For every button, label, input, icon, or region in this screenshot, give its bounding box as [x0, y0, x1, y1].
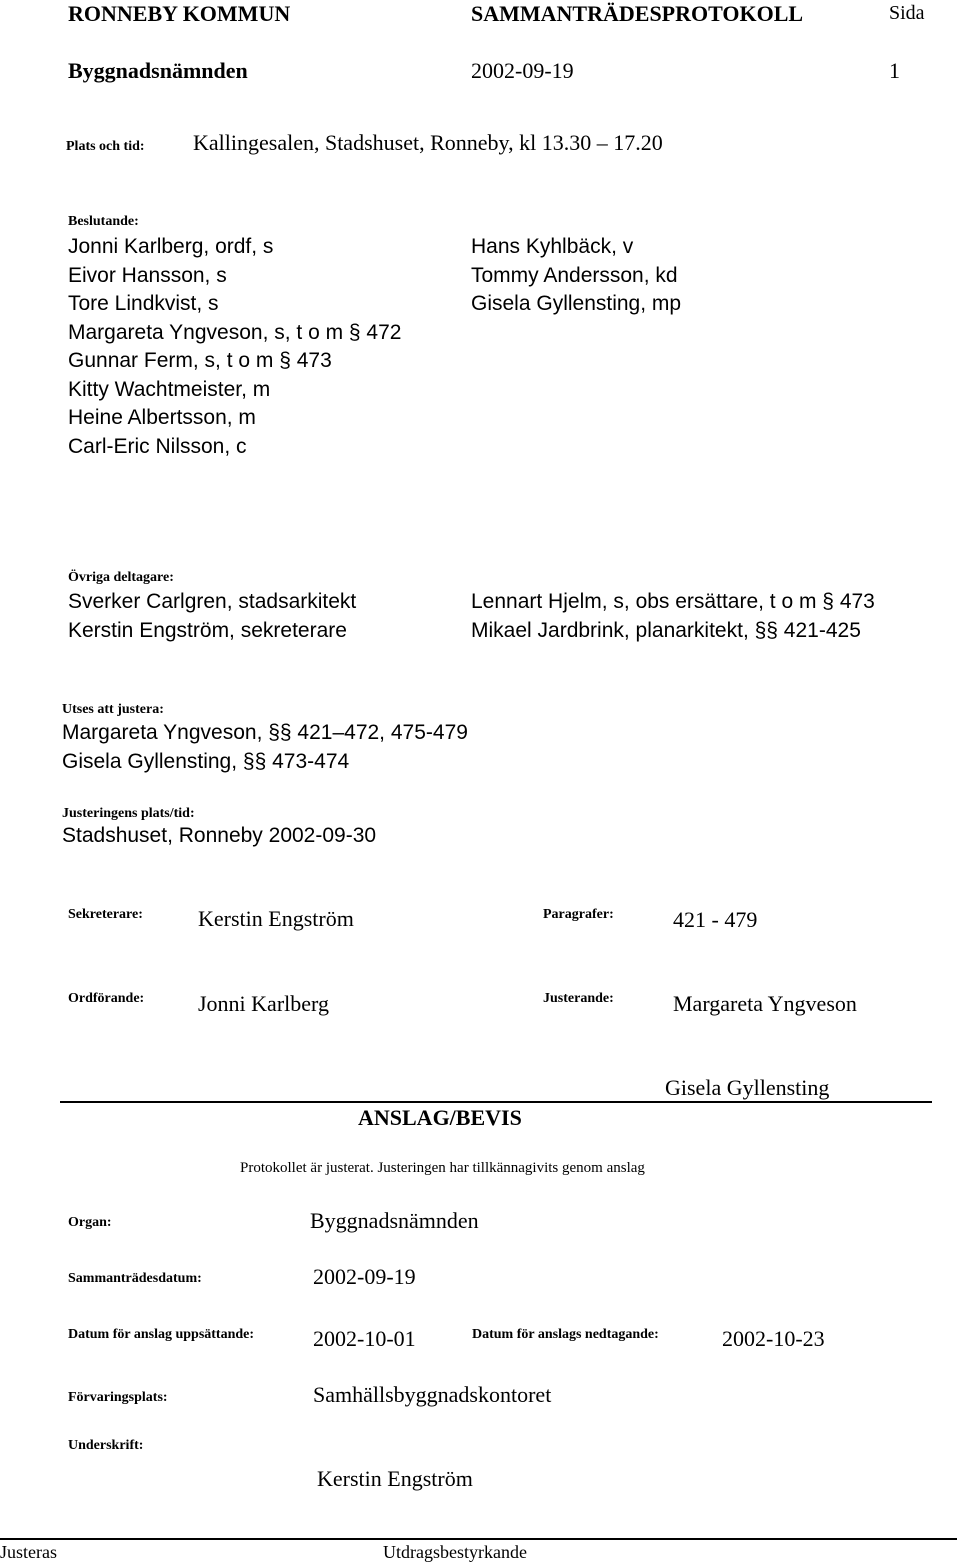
participant-name: Kerstin Engström, sekreterare [68, 618, 347, 642]
other-participants-right [471, 588, 875, 645]
adjusters-list [62, 719, 468, 776]
member-name: Gunnar Ferm, s, t o m § 473 [68, 349, 332, 372]
member-name: Tommy Andersson, kd [471, 263, 678, 287]
chair-label: Ordförande: [68, 991, 145, 1006]
meeting-date-value: 2002-09-19 [313, 1264, 416, 1289]
storage-label: Förvaringsplats: [68, 1390, 168, 1405]
member-name: Gisela Gyllensting, mp [471, 292, 682, 315]
adjuster-line: Gisela Gyllensting, §§ 473-474 [62, 749, 350, 773]
decision-makers-left [68, 233, 401, 461]
paragraphs-label: Paragrafer: [543, 907, 614, 922]
member-name: Margareta Yngveson, s, t o m § 472 [68, 320, 402, 344]
municipality-name: RONNEBY KOMMUN [68, 1, 291, 26]
notice-title: ANSLAG/BEVIS [358, 1105, 522, 1130]
other-participants-label: Övriga deltagare: [68, 570, 174, 585]
decision-makers-right [471, 233, 681, 319]
decision-makers-label: Beslutande: [68, 214, 139, 229]
secretary-label: Sekreterare: [68, 907, 143, 922]
participant-name: Sverker Carlgren, stadsarkitekt [68, 590, 357, 613]
footer-right-label: Utdragsbestyrkande [383, 1542, 527, 1562]
meeting-date-label: Sammanträdesdatum: [68, 1271, 202, 1286]
member-name: Kitty Wachtmeister, m [68, 377, 271, 401]
paragraphs-value: 421 - 479 [673, 907, 758, 932]
adjuster-name-2: Gisela Gyllensting [665, 1075, 830, 1100]
meeting-date: 2002-09-19 [471, 58, 574, 83]
adjuster-line: Margareta Yngveson, §§ 421–472, 475-479 [62, 721, 468, 744]
document-type: SAMMANTRÄDESPROTOKOLL [471, 1, 804, 26]
notice-statement: Protokollet är justerat. Justeringen har tillkännagivits genom anslag [240, 1160, 645, 1176]
page-label: Sida [889, 2, 925, 24]
member-name: Eivor Hansson, s [68, 263, 227, 287]
signature-name: Kerstin Engström [317, 1466, 473, 1491]
participant-name: Lennart Hjelm, s, obs ersättare, t o m § 473 [471, 590, 875, 613]
member-name: Carl-Eric Nilsson, c [68, 434, 247, 458]
removed-date-value: 2002-10-23 [722, 1326, 825, 1351]
member-name: Jonni Karlberg, ordf, s [68, 235, 274, 258]
adjuster-name-1: Margareta Yngveson [673, 991, 857, 1016]
adjusters-label: Utses att justera: [62, 702, 164, 717]
member-name: Tore Lindkvist, s [68, 292, 219, 315]
committee-name: Byggnadsnämnden [68, 58, 248, 83]
storage-value: Samhällsbyggnadskontoret [313, 1382, 552, 1407]
member-name: Heine Albertsson, m [68, 406, 256, 429]
adjuster-label: Justerande: [543, 991, 614, 1006]
posted-date-label: Datum för anslag uppsättande: [68, 1327, 255, 1342]
organ-value: Byggnadsnämnden [310, 1208, 479, 1233]
organ-label: Organ: [68, 1215, 112, 1230]
section-divider [60, 1101, 932, 1103]
removed-date-label: Datum för anslags nedtagande: [472, 1327, 659, 1342]
member-name: Hans Kyhlbäck, v [471, 235, 634, 258]
chair-name: Jonni Karlberg [198, 991, 329, 1016]
adjustment-place-value: Stadshuset, Ronneby 2002-09-30 [62, 824, 377, 847]
page-number: 1 [889, 58, 900, 83]
venue-value: Kallingesalen, Stadshuset, Ronneby, kl 13.30 – 17.20 [193, 130, 663, 155]
footer-divider [0, 1538, 957, 1540]
venue-label: Plats och tid: [66, 139, 145, 154]
adjustment-place-label: Justeringens plats/tid: [62, 806, 195, 821]
footer-left-label: Justeras [0, 1542, 57, 1562]
posted-date-value: 2002-10-01 [313, 1326, 416, 1351]
signature-label: Underskrift: [68, 1438, 144, 1453]
other-participants-left [68, 588, 356, 645]
secretary-name: Kerstin Engström [198, 906, 354, 931]
participant-name: Mikael Jardbrink, planarkitekt, §§ 421-425 [471, 618, 861, 642]
